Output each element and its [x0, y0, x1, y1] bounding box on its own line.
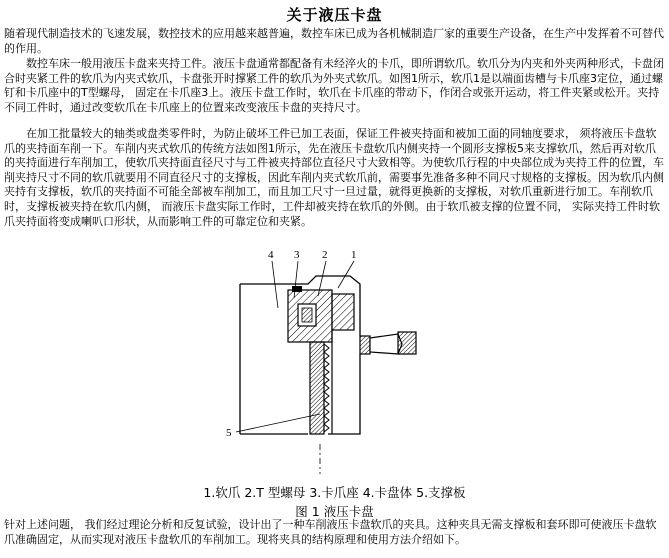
- callout-2: 2: [322, 249, 328, 261]
- callout-1: 1: [351, 249, 357, 261]
- callout-5: 5: [226, 427, 232, 439]
- document-title: 关于液压卡盘: [286, 6, 383, 24]
- figure-parts-caption: 1.软爪 2.T 型螺母 3.卡爪座 4.卡盘体 5.支撑板: [203, 485, 466, 500]
- paragraph-1: 随着现代制造技术的飞速发展，数控技术的应用越来越普遍，数控车床已成为各机械制造厂家的重要生产设备，在生产中发挥着不可替代的作用。: [4, 27, 664, 55]
- callout-3: 3: [294, 249, 300, 261]
- callout-4: 4: [268, 249, 274, 261]
- paragraph-3: 在加工批量较大的轴类或盘类零件时，为防止破坏工件已加工表面，保证工件被夹持面和被加工面的同轴度要求， 须将液压卡盘软爪的夹持面车削一下。车削内夹式软爪的传统方法如图1所示，先在液压卡盘软爪内侧夹持一个圆形支撑板5来支撑软爪，然后再对软爪的夹持面进行车削加工，使软爪夹持面直径尺寸与工件被夹持部位直径尺寸大致相等。为使软爪行程的中央部位成为夹持工件的位置，车削夹持尺寸不同的软爪就要用不同直径尺寸的支撑板，因此车削内夹式软爪前，需要事先准备多种不同尺寸规格的支撑板。因为软爪内侧夹持有支撑板，软爪的夹持面不可能全部被车削加工，而且加工尺寸一旦过量，就得更换新的支撑板，对软爪重新进行加工。车削软爪时，支撑板被夹持在软爪内侧， 而液压卡盘实际工作时，工件却被夹持在软爪的外侧。由于软爪被支撑的位置不同， 实际夹持工件时软爪夹持面将变成喇叭口形状，从而影响工件的可靠定位和夹紧。: [4, 127, 664, 228]
- paragraph-2: 数控车床一般用液压卡盘来夹持工件。液压卡盘通常都配备有未经淬火的卡爪，即所谓软爪。软爪分为内夹和外夹两种形式，卡盘闭合时夹紧工件的软爪为内夹式软爪，卡盘张开时撑紧工件的软爪为外夹式软爪。如图1所示，软爪1是以端面齿槽与卡爪座3定位，通过螺钉和卡爪座中的T型螺母， 固定在卡爪座3上。液压卡盘工作时，软爪在卡爪座的带动下，作闭合或张开运动，将工件夹紧或松开。夹持不同工件时，通过改变软爪在卡爪座上的位置来改变液压卡盘的夹持尺寸。: [4, 57, 664, 114]
- chuck-diagram: [220, 244, 420, 476]
- paragraph-4: 针对上述问题， 我们经过理论分析和反复试验，设计出了一种车削液压卡盘软爪的夹具。这种夹具无需支撑板和套环即可使液压卡盘软爪准确固定，从而实现对液压卡盘软爪的车削加工。现将夹具的结构原理和使用方法介绍如下。: [4, 518, 657, 546]
- figure-title: 图 1 液压卡盘: [295, 504, 374, 519]
